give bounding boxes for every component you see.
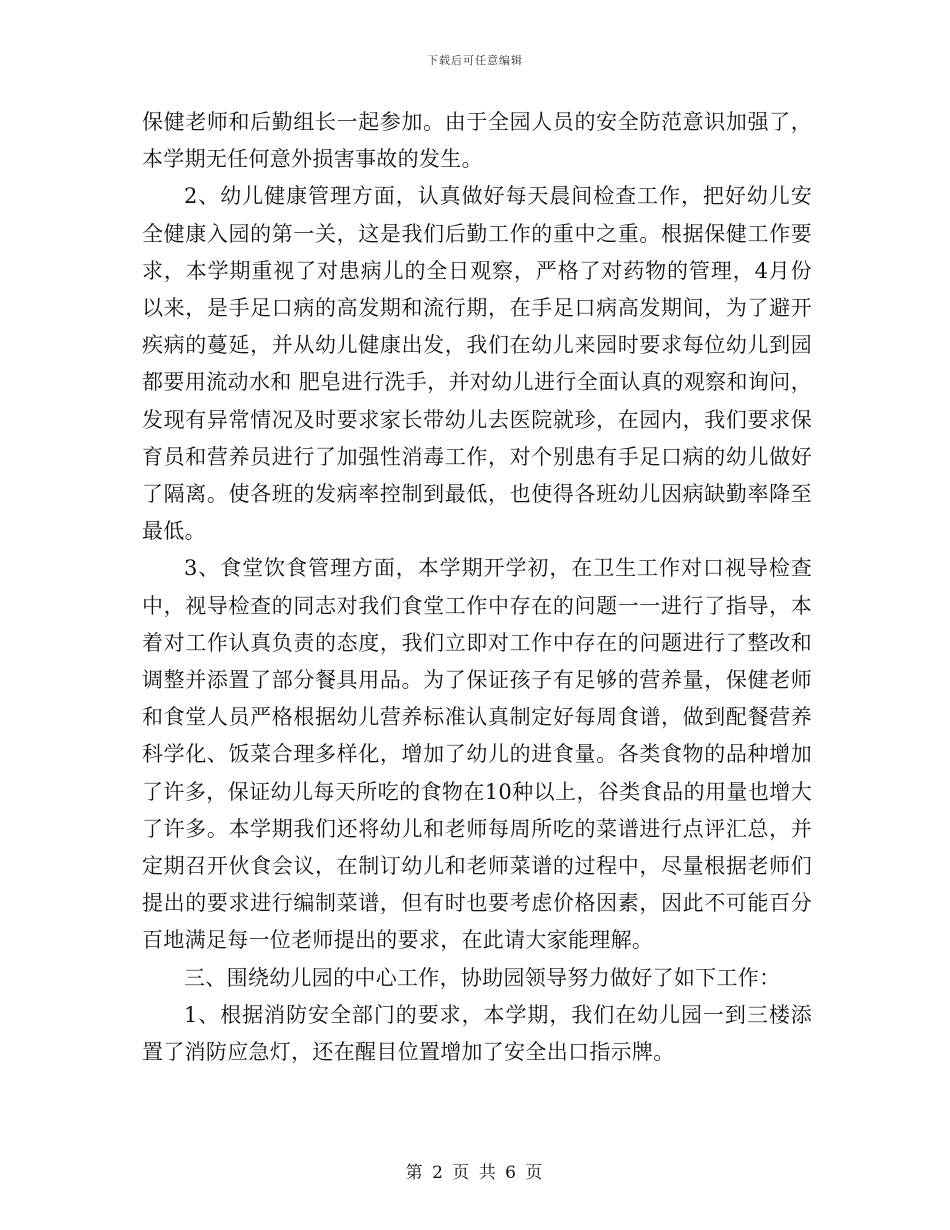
paragraph-fire-safety: 1、根据消防安全部门的要求，本学期，我们在幼儿园一到三楼添置了消防应急灯，还在醒目位置增加了安全出口指示牌。	[142, 1002, 812, 1065]
page-number: 第 2 页 共 6 页	[405, 1163, 545, 1183]
section-heading-three: 三、围绕幼儿园的中心工作，协助园领导努力做好了如下工作：	[184, 965, 781, 990]
paragraph-health-management: 2、幼儿健康管理方面，认真做好每天晨间检查工作，把好幼儿安全健康入园的第一关，这是我们后勤工作的重中之重。根据保健工作要求，本学期重视了对患病儿的全日观察，严格了对药物的管理，4月份以来，是手足口病的高发期和流行期，在手足口病高发期间，为了避开疾病的蔓延，并从幼儿健康出发，我们在幼儿来园时要求每位幼儿到园都要用流动水和 肥皂进行洗手，并对幼儿进行全面认真的观察和询问，发现有异常情况及时要求家长带幼儿去医院就珍，在园内，我们要求保育员和营养员进行了加强性消毒工作，对个别患有手足口病的幼儿做好了隔离。使各班的发病率控制到最低，也使得各班幼儿因病缺勤率降至最低。	[142, 184, 812, 544]
paragraph-canteen-management: 3、食堂饮食管理方面，本学期开学初，在卫生工作对口视导检查中，视导检查的同志对我们食堂工作中存在的问题一一进行了指导，本着对工作认真负责的态度，我们立即对工作中存在的问题进行了整改和调整并添置了部分餐具用品。为了保证孩子有足够的营养量，保健老师和食堂人员严格根据幼儿营养标准认真制定好每周食谱，做到配餐营养科学化、饭菜合理多样化，增加了幼儿的进食量。各类食物的品种增加了许多，保证幼儿每天所吃的食物在10种以上，谷类食品的用量也增大了许多。本学期我们还将幼儿和老师每周所吃的菜谱进行点评汇总，并定期召开伙食会议，在制订幼儿和老师菜谱的过程中，尽量根据老师们提出的要求进行编制菜谱，但有时也要考虑价格因素，因此不可能百分百地满足每一位老师提出的要求，在此请大家能理解。	[142, 556, 812, 953]
paragraph-continuation: 保健老师和后勤组长一起参加。由于全园人员的安全防范意识加强了，本学期无任何意外损害事故的发生。	[142, 110, 812, 172]
page-header: 下载后可任意编辑	[427, 54, 523, 67]
document-body	[142, 104, 812, 1071]
